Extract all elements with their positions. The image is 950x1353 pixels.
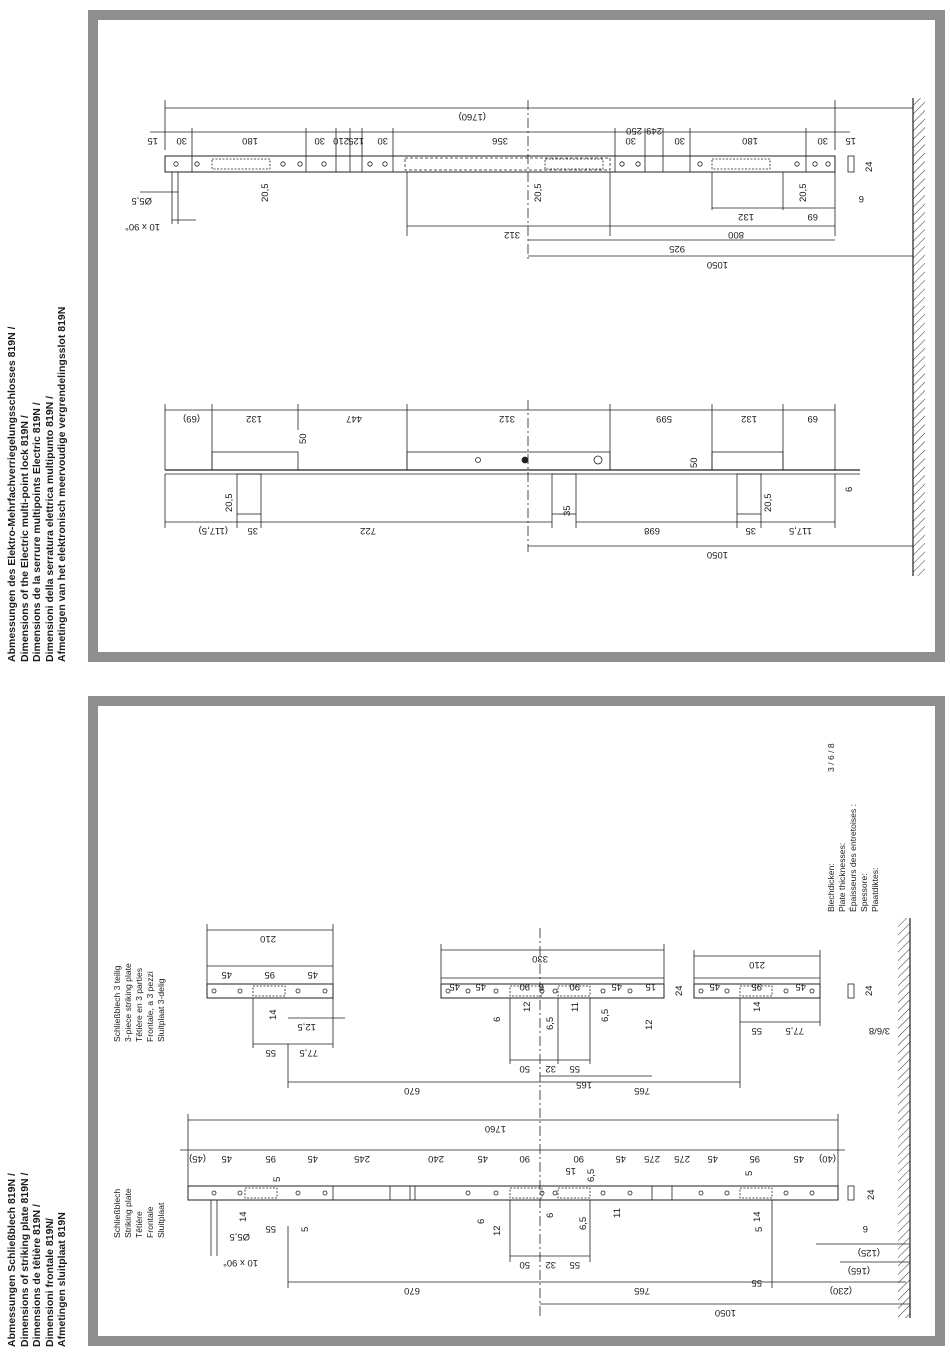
dim-label: 6 [858,193,864,204]
dim-label: 45 [709,981,720,992]
label-line: Épaisseurs des entretoises : [848,804,858,912]
dim-label: 95 [751,981,762,992]
bottom-title-line: Abmessungen Schließblech 819N / [6,1173,18,1347]
dim-label: 30 [674,135,685,146]
dim-label: 45 [475,981,486,992]
dim-label: 1050 [706,259,728,270]
dim-label: 69 [807,413,818,424]
dim-label: 6,5 [586,1168,597,1182]
dim-label: 356 [492,135,508,146]
dim-label: 30 [625,135,636,146]
dim-label: 14 [268,1009,279,1020]
dim-label: 722 [360,525,376,536]
label-line: Têtière en 3 parties [134,967,144,1042]
dim-label: (45) [189,1153,206,1164]
dim-label: 12 [644,1019,655,1030]
dim-label: 312 [499,413,515,424]
dim-label: (230) [829,1285,852,1296]
dim-label: 12 [522,1001,533,1012]
label-line: Plaatdiktes: [870,867,880,912]
dim-label: 330 [532,953,548,964]
label-line: Frontale, a 3 pezzi [145,971,155,1042]
strike-main-labels [189,1123,880,1318]
dim-label: 90 [519,981,530,992]
dim-label: 180 [242,135,258,146]
dim-label: 6 [862,1223,868,1234]
dim-label: 275 [644,1153,660,1164]
dim-label: 45 [307,969,318,980]
dim-label: 210 [749,959,765,970]
top-title-line: Dimensions de la serrure multipoints Electric 819N / [31,402,43,662]
dim-label: 55 [265,1223,276,1234]
dim-label: 15 [645,981,656,992]
dim-label: 45 [449,981,460,992]
bottom-title-line: Dimensioni frontale 819N/ [43,1218,56,1347]
dim-label: 925 [669,243,685,254]
dim-label: 55 [569,1259,580,1270]
dim-label: 95 [749,1153,760,1164]
dim-label: 30 [176,135,187,146]
label-line: Striking plate [123,1188,133,1238]
dim-label: 45 [795,981,806,992]
top-plan-view [140,98,925,576]
dim-label: 90 [569,981,580,992]
dim-label: 50 [298,433,309,444]
label-line: Têtière [134,1211,144,1238]
top-title-line: Abmessungen des Elektro-Mehrfachverriegelungsschlosses 819N / [6,326,18,662]
dim-label: 1760 [484,1123,506,1134]
dim-label: 24 [864,985,875,996]
dim-label: 5 [272,1176,283,1182]
top-side-labels [183,413,855,560]
dim-label: 50 [519,1063,530,1074]
label-line: Spessore: [859,873,869,912]
label-line: Schließblech [112,1188,122,1238]
dim-label: 77,5 [785,1025,804,1036]
dim-label: 24 [674,985,685,996]
strike-plate-label [112,1188,166,1238]
label-line: Plate thicknesses: [837,842,847,912]
dim-label: 698 [644,525,660,536]
dim-label: 35 [745,525,756,536]
dim-label: 50 [689,457,700,468]
dim-label: 55 [751,1277,762,1288]
dim-label: 15 [565,1165,576,1176]
dim-label: 180 [742,135,758,146]
wall-hatch [898,918,910,1318]
dim-label: 32 [545,1063,556,1074]
top-plan-labels [125,111,875,270]
dim-label: 245 [354,1153,370,1164]
dim-label: 5 [744,1170,755,1176]
dim-label: 210 [260,933,276,944]
dim-label: 14 [752,1001,763,1012]
dim-label: 30 [817,135,828,146]
dim-label: 1050 [714,1307,736,1318]
dim-label: 45 [793,1153,804,1164]
dim-label: 3/6/8 [868,1025,890,1036]
thickness-value: 3 / 6 / 8 [826,743,836,772]
dim-label: 20,5 [224,493,235,512]
dim-label: 45 [707,1153,718,1164]
dim-label: 800 [728,229,744,240]
dim-label: 20,5 [533,183,544,202]
dim-label: 24 [866,1189,877,1200]
dim-label: 11 [570,1002,581,1012]
dim-label: 6,5 [545,1016,556,1030]
dim-label: 6 [538,981,544,992]
dim-label: (1760) [458,111,486,122]
dim-label: 6 [844,486,855,492]
strike-three-left-labels [221,933,318,1058]
wall-hatch [913,98,925,576]
dim-label: (125) [857,1247,880,1258]
dim-label: 11 [612,1208,623,1218]
dim-label: 35 [247,525,258,536]
dim-label: 32 [545,1259,556,1270]
dim-label: 30 [377,135,388,146]
dim-label: 670 [404,1085,420,1096]
strike-three-middle-labels [404,953,685,1096]
dim-label: 55 [569,1063,580,1074]
dim-label: (117,5) [198,525,228,536]
dim-label: Ø5,5 [229,1231,250,1242]
dim-label: 132 [738,211,754,222]
dim-label: 14 [238,1211,249,1222]
top-title-line: Dimensions of the Electric multi-point lock 819N / [18,415,31,662]
dim-label: 15 [845,135,856,146]
strike-three-middle [288,944,740,1088]
dim-label: (69) [183,413,200,424]
dim-label: 6,5 [578,1216,589,1230]
bottom-title-line: Dimensions de têtière 819N / [31,1204,43,1347]
dim-label: 6 [476,1218,487,1224]
label-line: Frontale [145,1206,155,1238]
dim-label: 6 [545,1212,556,1218]
label-line: Schließblech 3 teilig [112,965,122,1042]
dim-label: 30 [314,135,325,146]
dim-label: 6 [492,1016,503,1022]
bottom-title-line: Afmetingen sluitplaat 819N [56,1212,68,1347]
dim-label: 15 [147,135,158,146]
top-title-line: Afmetingen van het elektronisch meervoudige vergrendelingsslot 819N [56,306,68,662]
dim-label: 45 [221,969,232,980]
three-piece-label [112,963,166,1042]
dim-label: 765 [634,1085,650,1096]
dim-label: 132 [741,413,757,424]
dim-label: 249 [646,125,662,136]
label-line: Sluitplaat [156,1202,166,1238]
dim-label: 55 [751,1025,762,1036]
dim-label: 45 [615,1153,626,1164]
dim-label: 10 x 90° [125,221,160,232]
dim-label: 670 [404,1285,420,1296]
dim-label: (165) [847,1265,870,1276]
dim-label: 45 [307,1153,318,1164]
bottom-title-line: Dimensions of striking plate 819N / [18,1172,31,1347]
dim-label: 20,5 [260,183,271,202]
dim-label: 6,5 [600,1008,611,1022]
dim-label: 90 [519,1153,530,1164]
dim-label: 5 [754,1226,765,1232]
thickness-label [826,804,880,912]
dim-label: 90 [573,1153,584,1164]
label-line: Sluitplaat 3-delig [156,978,166,1042]
dim-label: 20,5 [763,493,774,512]
dim-label: 12 [492,1225,503,1236]
dim-label: 312 [504,229,520,240]
dim-label: 35 [562,505,573,516]
dim-label: 165 [576,1079,592,1090]
dim-label: 20,5 [798,183,809,202]
dim-label: 765 [634,1285,650,1296]
label-line: Blechdicken: [826,863,836,912]
dim-label: 24 [864,161,875,172]
dim-label: 447 [346,413,362,424]
top-title-line: Dimensioni della serratura elettrica multipunto 819N / [43,395,56,662]
dim-label: 275 [674,1153,690,1164]
dim-label: 45 [611,981,622,992]
dim-label: 12,5 [297,1021,316,1032]
strike-main [180,1114,910,1304]
dim-label: 69 [807,211,818,222]
dim-label: 599 [656,413,672,424]
dim-label: 77,5 [299,1047,318,1058]
dim-label: 50 [519,1259,530,1270]
dim-label: 95 [265,1153,276,1164]
dim-label: 10 x 90° [223,1257,258,1268]
dim-label: Ø5,5 [131,195,152,206]
dim-label: 125 [348,135,364,146]
dim-label: 117,5 [788,525,812,536]
dim-label: 14 [752,1211,763,1222]
dim-label: 55 [265,1047,276,1058]
label-line: 3-piece striking plate [123,963,133,1042]
dim-label: 45 [477,1153,488,1164]
dim-label: 45 [221,1153,232,1164]
dim-label: 250 [626,125,642,136]
dim-label: 210 [333,135,349,146]
dim-label: 5 [300,1226,311,1232]
dim-label: 240 [428,1153,444,1164]
dim-label: 132 [246,413,262,424]
dim-label: 95 [264,969,275,980]
dim-label: (40) [819,1153,836,1164]
dim-label: 1050 [706,549,728,560]
